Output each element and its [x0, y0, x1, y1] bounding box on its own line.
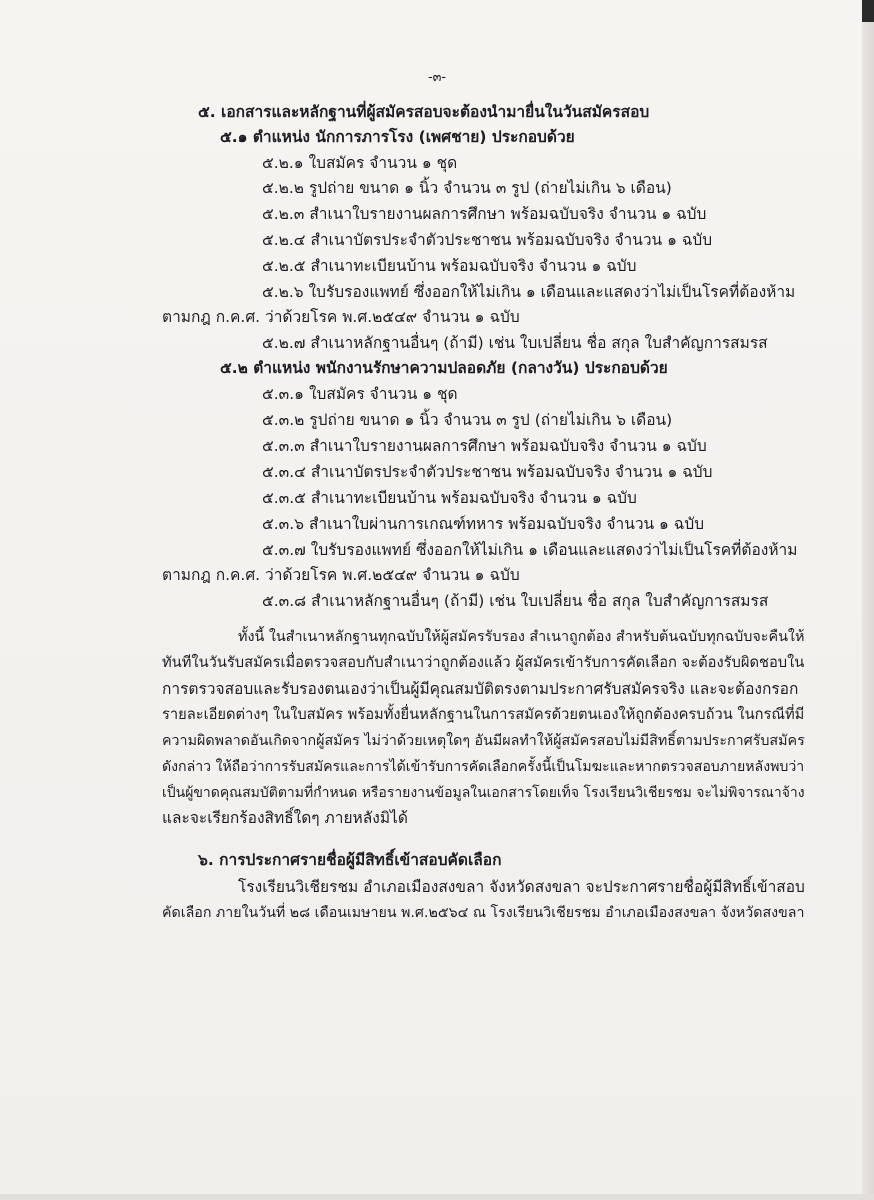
paragraph-line: เป็นผู้ขาดคุณสมบัติตามที่กำหนด หรือรายงานข้อมูลในเอกสารโดยเท็จ โรงเรียนวิเชียรชม จะไม่พิจารณาจ้าง	[162, 785, 805, 801]
list-item: ๕.๓.๖ สำเนาใบผ่านการเกณฑ์ทหาร พร้อมฉบับจริง จำนวน ๑ ฉบับ	[262, 515, 705, 533]
section-5-2-heading: ๕.๒ ตำแหน่ง พนักงานรักษาความปลอดภัย (กลางวัน) ประกอบด้วย	[220, 359, 668, 377]
list-item: ๕.๒.๖ ใบรับรองแพทย์ ซึ่งออกให้ไม่เกิน ๑ เดือนและแสดงว่าไม่เป็นโรคที่ต้องห้าม	[262, 283, 796, 301]
list-item: ๕.๒.๗ สำเนาหลักฐานอื่นๆ (ถ้ามี) เช่น ใบเปลี่ยน ชื่อ สกุล ใบสำคัญการสมรส	[262, 334, 768, 352]
list-item: ๕.๓.๗ ใบรับรองแพทย์ ซึ่งออกให้ไม่เกิน ๑ เดือนและแสดงว่าไม่เป็นโรคที่ต้องห้าม	[262, 541, 798, 559]
paragraph-line: ทั้งนี้ ในสำเนาหลักฐานทุกฉบับให้ผู้สมัครรับรอง สำเนาถูกต้อง สำหรับต้นฉบับทุกฉบับจะคืนให้	[238, 629, 805, 645]
paragraph-line: และจะเรียกร้องสิทธิ์ใดๆ ภายหลังมิได้	[162, 809, 408, 827]
list-item: ๕.๓.๔ สำเนาบัตรประจำตัวประชาชน พร้อมฉบับจริง จำนวน ๑ ฉบับ	[262, 463, 713, 481]
list-item-continuation: ตามกฎ ก.ค.ศ. ว่าด้วยโรค พ.ศ.๒๕๔๙ จำนวน ๑ ฉบับ	[162, 566, 520, 584]
paragraph-line: โรงเรียนวิเชียรชม อำเภอเมืองสงขลา จังหวัดสงขลา จะประกาศรายชื่อผู้มีสิทธิ์เข้าสอบ	[238, 878, 805, 896]
list-item-continuation: ตามกฎ ก.ค.ศ. ว่าด้วยโรค พ.ศ.๒๕๔๙ จำนวน ๑ ฉบับ	[162, 308, 520, 326]
section-5-heading: ๕. เอกสารและหลักฐานที่ผู้สมัครสอบจะต้องนำมายื่นในวันสมัครสอบ	[198, 103, 650, 121]
list-item: ๕.๒.๒ รูปถ่าย ขนาด ๑ นิ้ว จำนวน ๓ รูป (ถ่ายไม่เกิน ๖ เดือน)	[262, 179, 672, 197]
list-item: ๕.๓.๘ สำเนาหลักฐานอื่นๆ (ถ้ามี) เช่น ใบเปลี่ยน ชื่อ สกุล ใบสำคัญการสมรส	[262, 592, 769, 610]
paragraph-line: การตรวจสอบและรับรองตนเองว่าเป็นผู้มีคุณสมบัติตรงตามประกาศรับสมัครจริง และจะต้องกรอก	[162, 680, 799, 698]
section-5-1-heading: ๕.๑ ตำแหน่ง นักการภารโรง (เพศชาย) ประกอบด้วย	[220, 128, 575, 146]
paragraph-line: ทันทีในวันรับสมัครเมื่อตรวจสอบกับสำเนาว่าถูกต้องแล้ว ผู้สมัครเข้ารับการคัดเลือก จะต้องรับผิดชอบใน	[162, 654, 805, 671]
paragraph-line: ความผิดพลาดอันเกิดจากผู้สมัคร ไม่ว่าด้วยเหตุใดๆ อันมีผลทำให้ผู้สมัครสอบไม่มีสิทธิ์ตามประกาศรับสมัคร	[162, 733, 805, 749]
list-item: ๕.๓.๓ สำเนาใบรายงานผลการศึกษา พร้อมฉบับจริง จำนวน ๑ ฉบับ	[262, 437, 707, 455]
list-item: ๕.๒.๑ ใบสมัคร จำนวน ๑ ชุด	[262, 154, 458, 172]
page-bottom-edge	[0, 1194, 874, 1200]
list-item: ๕.๓.๒ รูปถ่าย ขนาด ๑ นิ้ว จำนวน ๓ รูป (ถ่ายไม่เกิน ๖ เดือน)	[262, 411, 673, 429]
list-item: ๕.๒.๔ สำเนาบัตรประจำตัวประชาชน พร้อมฉบับจริง จำนวน ๑ ฉบับ	[262, 231, 713, 249]
page-edge-shadow	[862, 0, 874, 1200]
page-number: -๓-	[427, 70, 447, 85]
list-item: ๕.๒.๓ สำเนาใบรายงานผลการศึกษา พร้อมฉบับจริง จำนวน ๑ ฉบับ	[262, 205, 707, 223]
scan-corner-mark	[862, 0, 874, 22]
paragraph-line: คัดเลือก ภายในวันที่ ๒๘ เดือนเมษายน พ.ศ.๒๕๖๔ ณ โรงเรียนวิเชียรชม อำเภอเมืองสงขลา จังหวัดสงขลา	[162, 905, 805, 921]
list-item: ๕.๓.๕ สำเนาทะเบียนบ้าน พร้อมฉบับจริง จำนวน ๑ ฉบับ	[262, 489, 637, 507]
paragraph-line: รายละเอียดต่างๆ ในใบสมัคร พร้อมทั้งยื่นหลักฐานในการสมัครด้วยตนเองให้ถูกต้องครบถ้วน ในกรณีที่มี	[162, 706, 805, 723]
section-6-heading: ๖. การประกาศรายชื่อผู้มีสิทธิ์เข้าสอบคัดเลือก	[198, 851, 502, 869]
list-item: ๕.๓.๑ ใบสมัคร จำนวน ๑ ชุด	[262, 385, 458, 403]
list-item: ๕.๒.๕ สำเนาทะเบียนบ้าน พร้อมฉบับจริง จำนวน ๑ ฉบับ	[262, 257, 637, 275]
paragraph-line: ดังกล่าว ให้ถือว่าการรับสมัครและการได้เข้ารับการคัดเลือกครั้งนี้เป็นโมฆะและหากตรวจสอบภายหลังพบว่า	[162, 759, 805, 775]
